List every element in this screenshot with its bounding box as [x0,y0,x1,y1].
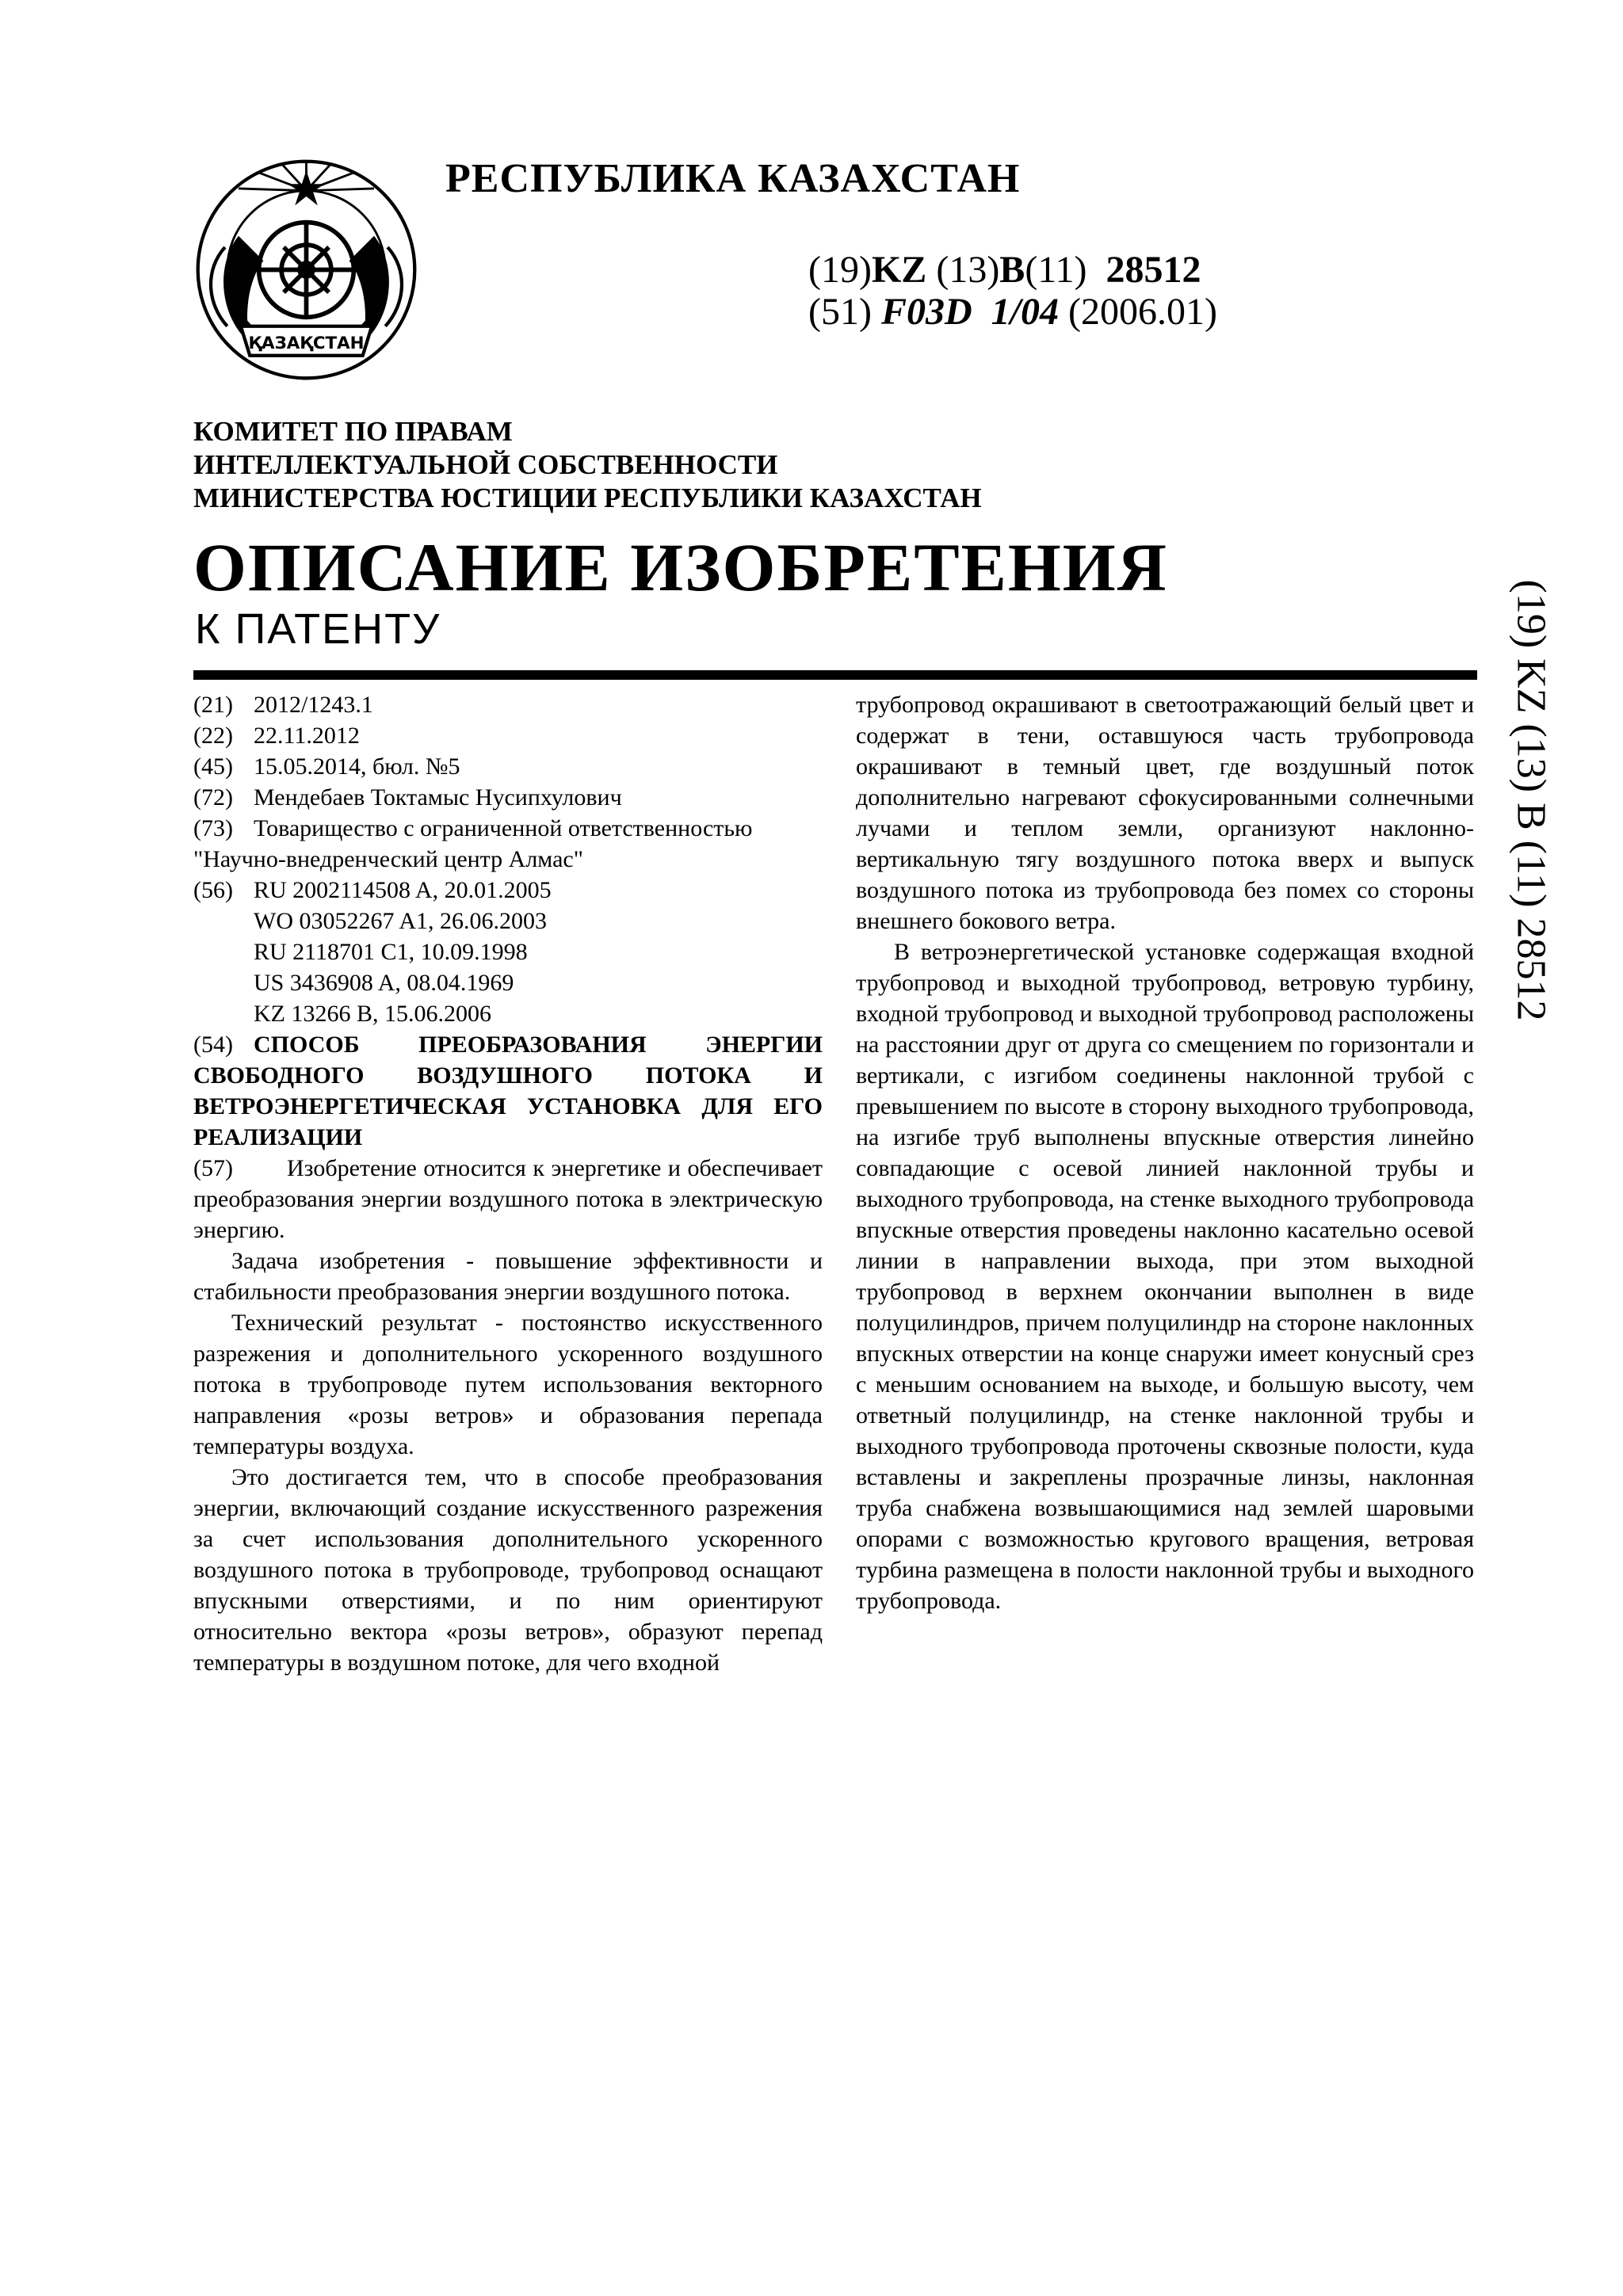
field-code: (73) [193,815,233,841]
field-code: (57) [193,1155,233,1181]
committee-line: МИНИСТЕРСТВА ЮСТИЦИИ РЕСПУБЛИКИ КАЗАХСТАН [193,482,982,513]
abstract-text: Изобретение относится к энергетике и обеспечивает преобразования энергии воздушного потока в электрическую энергию. [193,1155,823,1243]
field-57 [193,1153,823,1245]
field-45 [193,751,823,782]
publication-date: 15.05.2014, бюл. №5 [254,753,460,780]
field-code: (56) [193,877,233,903]
patent-number: 28512 [1106,249,1201,291]
inid-11: (11) [1025,249,1087,291]
country-code: KZ [871,249,927,291]
cited-reference: WO 03052267 A1, 26.06.2003 [254,908,547,934]
cited-reference: RU 2002114508 A, 20.01.2005 [254,877,552,903]
right-column [856,689,1474,1616]
field-21 [193,689,823,720]
field-72 [193,782,823,813]
description-paragraph: трубопровод окрашивают в светоотражающий белый цвет и содержат в тени, оставшуюся часть трубопровода окрашивают в темный цвет, где воздушный поток дополнительно нагревают сфокусированными солнечными лучами и теплом земли, организуют наклонно-вертикальную тягу воздушного потока вверх и выпуск воздушного потока из трубопровода без помех со стороны внешнего бокового ветра. [856,692,1474,934]
vertical-patent-id: (19) KZ (13) B (11) 28512 [1508,579,1554,1021]
emblem-lettering: ҚАЗАҚСТАН [248,334,365,354]
committee-line: КОМИТЕТ ПО ПРАВАМ [193,416,513,447]
document-subtitle: К ПАТЕНТУ [195,605,441,653]
cited-reference: KZ 13266 B, 15.06.2006 [254,1001,491,1027]
field-code: (54) [193,1032,233,1058]
ipc-classification-line [808,290,1217,334]
patent-owner-name: "Научно-внедренческий центр Алмас" [193,846,583,872]
publication-number-line [808,248,1201,292]
field-code: (22) [193,723,233,749]
inid-19: (19) [808,249,872,291]
kind-code: B [999,249,1025,291]
ipc-class: F03D [880,291,972,333]
filing-date: 22.11.2012 [254,723,360,749]
field-code: (72) [193,784,233,810]
state-emblem [193,157,419,383]
inventor: Мендебаев Токтамыс Нусипхулович [254,784,622,810]
field-73 [193,813,823,844]
field-54 [193,1029,823,1153]
field-22 [193,720,823,751]
field-code: (21) [193,692,233,718]
committee-line: ИНТЕЛЛЕКТУАЛЬНОЙ СОБСТВЕННОСТИ [193,449,778,480]
description-paragraph: Технический результат - постоянство искусственного разрежения и дополнительного ускоренного воздушного потока в трубопроводе путем использования векторного направления «розы ветров» и образования перепада температуры воздуха. [193,1310,823,1459]
issuing-committee [193,415,982,515]
field-code: (45) [193,753,233,780]
cited-reference: RU 2118701 C1, 10.09.1998 [254,939,528,965]
ipc-group: 1/04 [991,291,1059,333]
header-divider [193,670,1477,680]
country-name: РЕСПУБЛИКА КАЗАХСТАН [445,156,1021,201]
field-56 [193,875,823,906]
description-paragraph: В ветроэнергетической установке содержащая входной трубопровод и выходной трубопровод, ветровую турбину, входной трубопровод и выходной трубопровод расположены на расстоянии друг от друга со смещением по горизонтали и вертикали, с изгибом соединены наклонной трубой с превышением по высоте в сторону выходного трубопровода, на изгибе труб выполнены впускные отверстия линейно совпадающие с осевой линией наклонной трубы и выходного трубопровода, на стенке выходного трубопровода впускные отверстия проведены наклонно касательно осевой линии в направлении выхода, при этом выходной трубопровод в верхнем окончании выполнен в виде полуцилиндров, причем полуцилиндр на стороне наклонных впускных отверстии на конце снаружи имеет конусный срез с меньшим основанием на выходе, и большую высоту, чем ответный полуцилиндр, на стенке наклонной трубы и выходного трубопровода проточены сквозные полости, куда вставлены и закреплены прозрачные линзы, наклонная труба снабжена возвышающимися над землей шаровыми опорами с возможностью кругового вращения, ветровая турбина размещена в полости наклонной трубы и выходного трубопровода. [856,939,1474,1614]
description-paragraph: Это достигается тем, что в способе преобразования энергии, включающий создание искусственного разрежения за счет использования дополнительного ускоренного воздушного потока в трубопроводе, трубопровод оснащают впускными отверстиями, и по ним ориентируют относительно вектора «розы ветров», образуют перепад температуры в воздушном потоке, для чего входной [193,1464,823,1676]
description-paragraph: Задача изобретения - повышение эффективности и стабильности преобразования энергии воздушного потока. [193,1248,823,1305]
patent-owner: Товарищество с ограниченной ответственностью [254,815,753,841]
cited-reference: US 3436908 A, 08.04.1969 [254,970,514,996]
invention-title: СПОСОБ ПРЕОБРАЗОВАНИЯ ЭНЕРГИИ СВОБОДНОГО ВОЗДУШНОГО ПОТОКА И ВЕТРОЭНЕРГЕТИЧЕСКАЯ УСТАНОВКА ДЛЯ ЕГО РЕАЛИЗАЦИИ [193,1032,823,1150]
inid-13: (13) [936,249,1000,291]
inid-51: (51) [808,291,872,333]
document-title: ОПИСАНИЕ ИЗОБРЕТЕНИЯ [193,529,1168,605]
application-number: 2012/1243.1 [254,692,373,718]
ipc-version: (2006.01) [1068,291,1217,333]
left-column [193,689,823,1678]
